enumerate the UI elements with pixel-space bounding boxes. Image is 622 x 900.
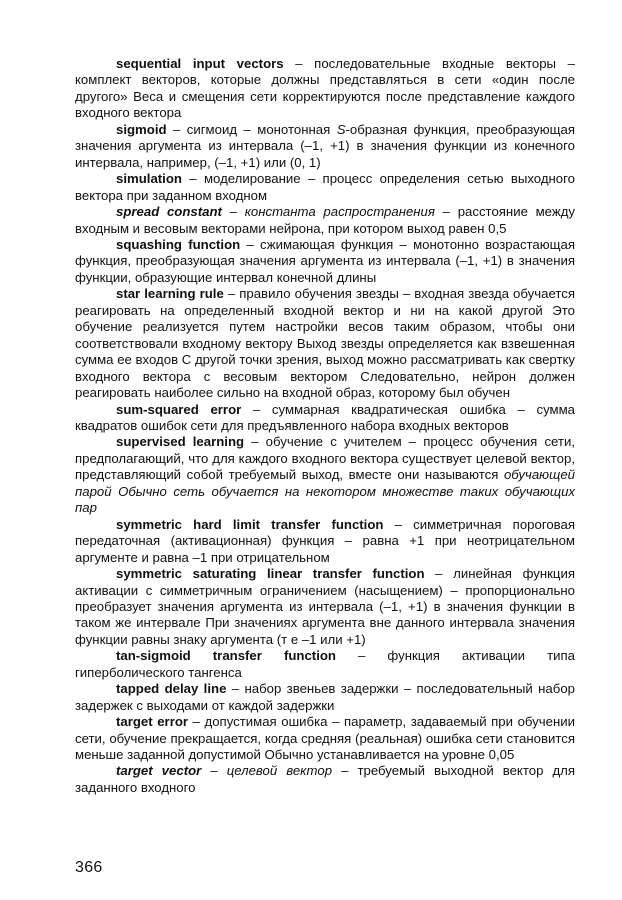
glossary-definition-text: -образная функция, преобразующая значения аргумента из интервала (–1, +1) в значения функции из конечного интервала, например, (–1, +1) или (0, 1) [75, 121, 575, 170]
glossary-term: symmetric hard limit transfer function [116, 516, 384, 532]
glossary-definition-text: – моделирование – процесс определения сетью выходного вектора при заданном входном [75, 171, 575, 203]
glossary-term: sigmoid [116, 121, 167, 137]
glossary-definition-text: – симметричная пороговая передаточная (активационная) функция – равна +1 при неотрицательном аргументе и равна –1 при отрицательном [75, 516, 576, 565]
page-number: 366 [75, 859, 103, 876]
glossary-definition-text: – сигмоид – монотонная [166, 121, 337, 137]
glossary-definition-text: целевой вектор [226, 763, 333, 779]
glossary-definition-text: – суммарная квадратическая ошибка – сумма квадратов ошибок сети для предъявленного набора входных векторов [75, 401, 575, 433]
glossary-definition-text: – правило обучения звезды – входная звезда обучается реагировать на определенный входной вектор и ни на какой другой Это обучение реализуется путем настройки весов таким образом, чтобы они соответствовали входному вектору Выход звезды определяется как взвешенная сумма ее входов С другой точки зрения, выход можно рассматривать как свертку входного вектора с весовым вектором Следовательно, нейрон должен реагировать наиболее сильно на входной образ, которому был обучен [75, 286, 575, 401]
glossary-term: tapped delay line [116, 681, 227, 697]
glossary-definition-text: – допустимая ошибка – параметр, задаваемый при обучении сети, обучение прекращается, когда средняя (реальная) ошибка сети становится меньше заданной допустимой Обычно устанавливается на уровне 0,05 [75, 714, 575, 763]
glossary-definition-text: – [221, 204, 245, 220]
glossary-entry [75, 237, 575, 286]
glossary-term: spread constant [116, 204, 222, 220]
glossary-entry [75, 517, 575, 566]
glossary-term: target error [116, 714, 189, 730]
glossary-entry [75, 171, 575, 204]
glossary-entry [75, 402, 575, 435]
glossary-term: squashing function [116, 236, 241, 252]
glossary-definition-text: – функция активации типа гиперболического тангенса [75, 648, 575, 680]
glossary-term: sum-squared error [116, 401, 242, 417]
glossary-definition-text: – сжимающая функция – монотонно возрастающая функция, преобразующая значения аргумента из интервала (–1, +1) в значения функции, образующие интервал конечной длины [75, 236, 575, 285]
glossary-definition-text: Обычно сеть обучается на некотором множестве таких обучающих пар [75, 483, 575, 516]
glossary-term: sequential input vectors [116, 56, 284, 71]
glossary-term: simulation [116, 171, 182, 187]
glossary-definition-text: – линейная функция активации с симметричным ограничением (насыщением) – пропорционально преобразует значения аргумента из интервала (–1, +1) в значения функции в таком же интервале При значениях аргумента вне данного интервала значения функции равны знаку аргумента (т е –1 или +1) [75, 566, 575, 647]
glossary-entry [75, 648, 575, 681]
glossary-definition-text: S [336, 121, 346, 137]
glossary-entry [75, 681, 575, 714]
glossary-definition-text: – обучение с учителем – процесс обучения сети, предполагающий, что для каждого входного вектора существует целевой вектор, представляющий собой требуемый выход, вместе они называются [75, 434, 576, 483]
glossary-definition-text: – расстояние между входным и весовым векторами нейрона, при котором выход равен 0,5 [75, 204, 575, 236]
glossary-entry [75, 56, 575, 122]
glossary-term: tan-sigmoid transfer function [116, 648, 336, 664]
glossary-entry [75, 434, 575, 516]
glossary-entry [75, 122, 575, 171]
glossary-definition-text: – [201, 763, 227, 779]
glossary-definition-text: – последовательные входные векторы – комплект векторов, которые должны представляться в сети «один после другого» Веса и смещения сети корректируются после представление каждого входного вектора [75, 56, 575, 121]
glossary-term: target vector [116, 763, 202, 779]
glossary-list [75, 56, 575, 796]
glossary-definition-text: – набор звеньев задержки – последовательный набор задержек с выходами от каждой задержки [75, 681, 575, 713]
glossary-term: symmetric saturating linear transfer function [116, 566, 425, 582]
glossary-term: supervised learning [116, 434, 245, 450]
glossary-definition-text: обучающей парой [75, 467, 575, 499]
glossary-definition-text: – требуемый выходной вектор для заданного входного [75, 763, 575, 795]
glossary-entry [75, 714, 575, 763]
glossary-definition-text: константа распространения [244, 204, 435, 220]
glossary-entry [75, 204, 575, 237]
glossary-term: star learning rule [116, 286, 224, 302]
glossary-entry [75, 566, 575, 648]
glossary-entry [75, 286, 575, 401]
glossary-entry [75, 763, 575, 796]
